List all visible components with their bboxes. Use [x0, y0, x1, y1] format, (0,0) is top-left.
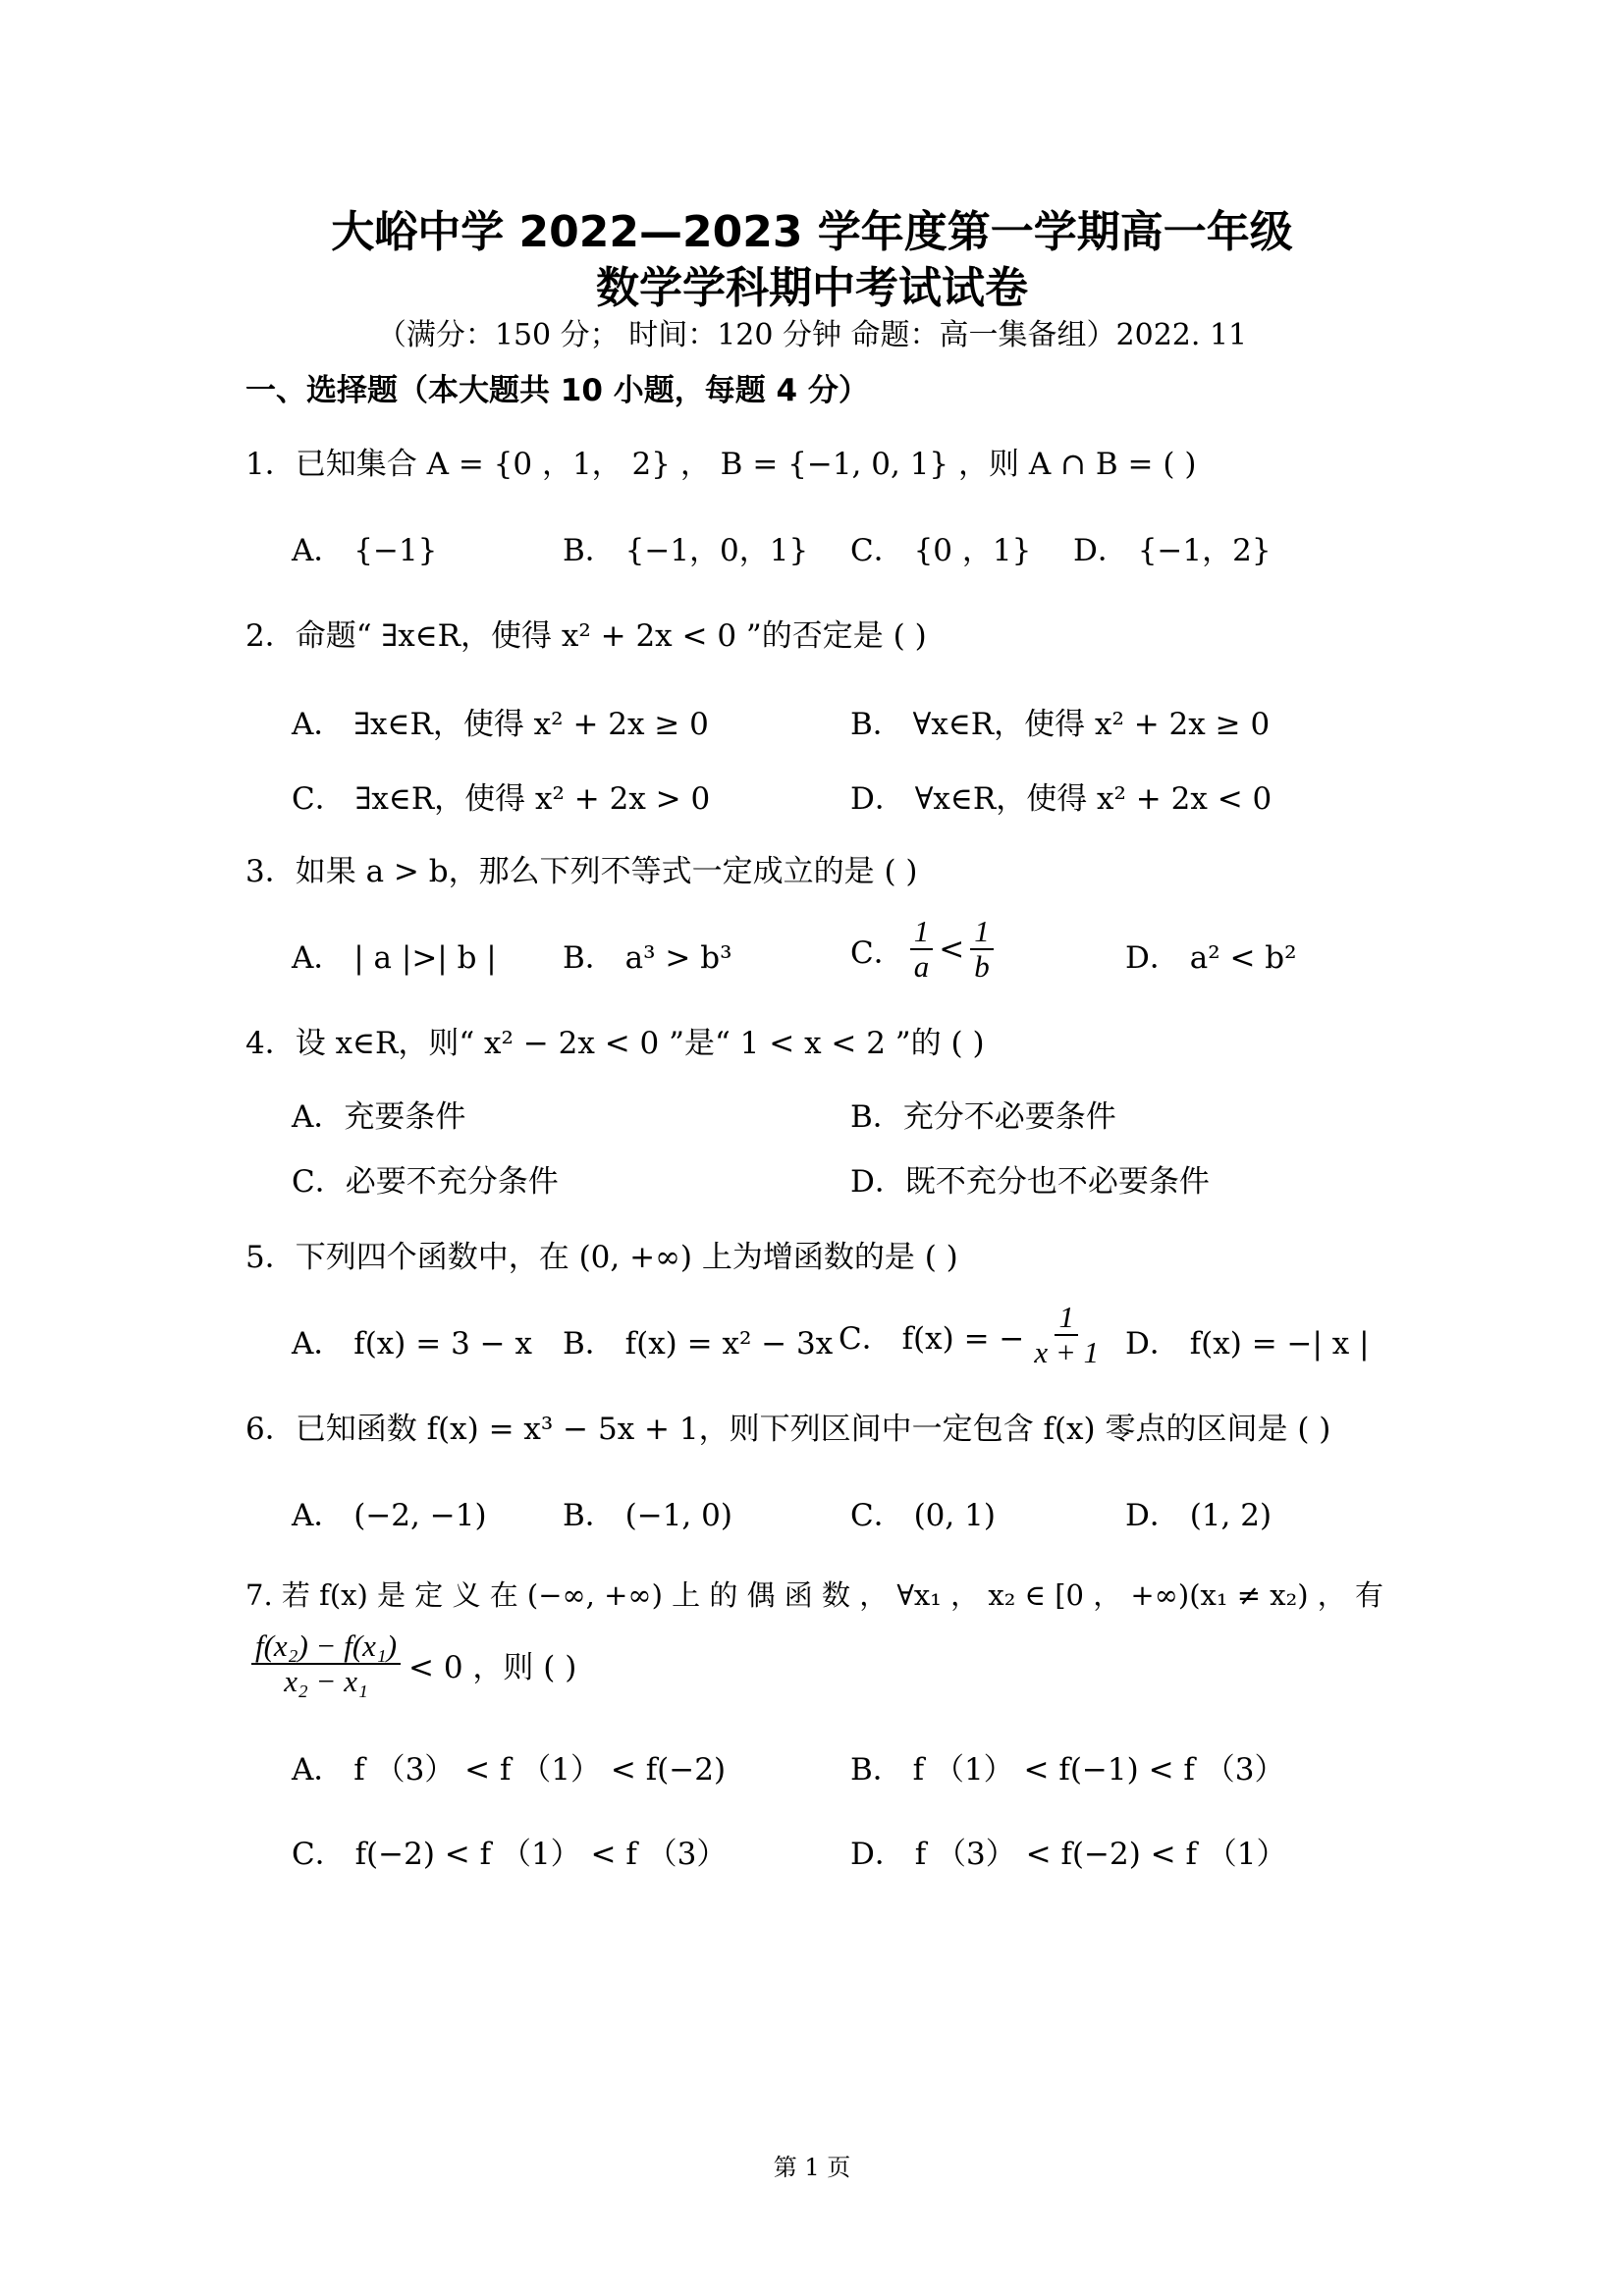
- question-1-option-a: A． {−1}: [292, 533, 438, 568]
- fraction-denominator: a: [913, 949, 930, 985]
- question-3-option-a: A． | a |>| b |: [292, 940, 497, 976]
- exam-title-line2: 数学学科期中考试试卷: [596, 263, 1028, 313]
- question-6-stem: 6．已知函数 f(x) = x³ − 5x + 1，则下列区间中一定包含 f(x) 零点的区间是 ( ): [245, 1412, 1331, 1447]
- question-1-stem: 1．已知集合 A = {0 ，1， 2} ， B = {−1, 0, 1} ，则 A ∩ B = ( ): [245, 447, 1197, 482]
- question-4-option-d: D．既不充分也不必要条件: [850, 1164, 1210, 1200]
- exam-title-line1: 大峪中学 2022—2023 学年度第一学期高一年级: [331, 207, 1293, 257]
- question-3-option-c-label: C．: [850, 934, 904, 971]
- fraction-numerator: 1: [1055, 1301, 1078, 1336]
- question-3-stem: 3．如果 a > b，那么下列不等式一定成立的是 ( ): [245, 854, 918, 889]
- question-5-option-b: B． f(x) = x² − 3x: [563, 1326, 834, 1362]
- question-3-fraction-right: [970, 915, 994, 984]
- question-5-option-c: [839, 1301, 1103, 1369]
- question-7-condition: < 0 ，则 ( ): [408, 1649, 577, 1685]
- question-6-option-d: D． (1, 2): [1125, 1498, 1272, 1533]
- question-6-option-b: B． (−1, 0): [563, 1498, 732, 1533]
- fraction-numerator: 1: [910, 915, 934, 950]
- question-1-option-d: D． {−1，2}: [1073, 533, 1272, 568]
- question-2-option-b: B． ∀x∈R，使得 x² + 2x ≥ 0: [850, 707, 1271, 742]
- question-7-stem-line1: 7. 若 f(x) 是 定 义 在 (−∞, +∞) 上 的 偶 函 数 ， ∀x₁ ， x₂ ∈ [0 ， +∞)(x₁ ≠ x₂) ， 有: [245, 1578, 1383, 1612]
- question-4-stem: 4．设 x∈R，则“ x² − 2x < 0 ”是“ 1 < x < 2 ”的 ( ): [245, 1026, 985, 1061]
- question-2-stem: 2．命题“ ∃x∈R，使得 x² + 2x < 0 ”的否定是 ( ): [245, 618, 927, 654]
- question-3-fraction-left: [910, 915, 934, 984]
- section-heading: 一、选择题（本大题共 10 小题，每题 4 分）: [245, 373, 869, 408]
- question-7-fraction: [251, 1629, 401, 1698]
- question-7-option-b: B． f （1） < f(−1) < f （3）: [850, 1752, 1285, 1788]
- fraction-denominator: b: [974, 949, 990, 985]
- question-4-option-c: C．必要不充分条件: [292, 1164, 559, 1200]
- question-5-option-c-label: C． f(x) = −: [839, 1320, 1025, 1357]
- less-than-sign: <: [939, 932, 965, 968]
- question-6-option-a: A． (−2, −1): [292, 1498, 487, 1533]
- question-7-option-d: D． f （3） < f(−2) < f （1）: [850, 1837, 1287, 1872]
- question-5-fraction: [1030, 1301, 1103, 1369]
- question-7-stem-line2: [251, 1629, 576, 1698]
- question-3-option-b: B． a³ > b³: [563, 940, 732, 976]
- question-2-option-c: C． ∃x∈R，使得 x² + 2x > 0: [292, 781, 711, 817]
- question-4-option-a: A．充要条件: [292, 1099, 466, 1135]
- question-5-option-a: A． f(x) = 3 − x: [292, 1326, 532, 1362]
- question-2-option-a: A． ∃x∈R，使得 x² + 2x ≥ 0: [292, 707, 709, 742]
- fraction-numerator: 1: [970, 915, 994, 950]
- question-1-option-b: B． {−1，0，1}: [563, 533, 809, 568]
- exam-meta: （满分：150 分； 时间：120 分钟 命题：高一集备组）2022. 11: [376, 318, 1248, 352]
- question-3-option-c: [850, 915, 994, 984]
- question-2-option-d: D． ∀x∈R，使得 x² + 2x < 0: [850, 781, 1272, 817]
- question-1-option-c: C． {0 ，1}: [850, 533, 1032, 568]
- question-7-option-a: A． f （3） < f （1） < f(−2): [292, 1752, 727, 1788]
- question-6-option-c: C． (0, 1): [850, 1498, 996, 1533]
- page-number: 第 1 页: [773, 2154, 851, 2181]
- question-4-option-b: B．充分不必要条件: [850, 1099, 1116, 1135]
- question-5-option-d: D． f(x) = −| x |: [1125, 1326, 1370, 1362]
- fraction-denominator: x + 1: [1034, 1335, 1100, 1370]
- question-7-option-c: C． f(−2) < f （1） < f （3）: [292, 1837, 728, 1872]
- question-3-option-d: D． a² < b²: [1125, 940, 1297, 976]
- fraction-denominator: x₂ − x₁: [284, 1664, 368, 1699]
- question-5-stem: 5．下列四个函数中，在 (0, +∞) 上为增函数的是 ( ): [245, 1240, 958, 1275]
- fraction-numerator: f(x₂) − f(x₁): [251, 1629, 401, 1665]
